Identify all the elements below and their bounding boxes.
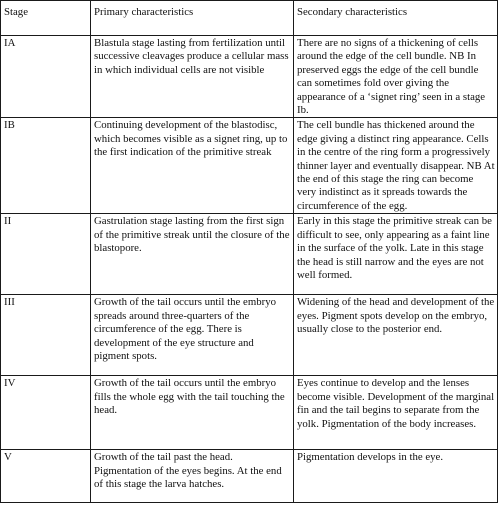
column-header-stage: Stage (1, 1, 91, 36)
table-row (1, 118, 498, 214)
stage-cell: II (1, 214, 91, 295)
table-row (1, 376, 498, 450)
column-header-secondary: Secondary characteristics (294, 1, 498, 36)
table-row (1, 36, 498, 118)
stage-cell: IA (1, 36, 91, 118)
stage-cell: IV (1, 376, 91, 450)
primary-characteristics-cell: Growth of the tail occurs until the embryo spreads around three-quarters of the circumference of the egg. There is development of the eye structure and pigment spots. (91, 295, 294, 376)
primary-characteristics-cell: Growth of the tail past the head. Pigmentation of the eyes begins. At the end of this stage the larva hatches. (91, 450, 294, 503)
secondary-characteristics-cell: Pigmentation develops in the eye. (294, 450, 498, 503)
primary-characteristics-cell: Continuing development of the blastodisc, which becomes visible as a signet ring, up to the first indication of the primitive streak (91, 118, 294, 214)
stage-cell: IB (1, 118, 91, 214)
stage-cell: V (1, 450, 91, 503)
primary-characteristics-cell: Growth of the tail occurs until the embryo fills the whole egg with the tail touching the head. (91, 376, 294, 450)
primary-characteristics-cell: Blastula stage lasting from fertilization until successive cleavages produce a cellular mass in which individual cells are not visible (91, 36, 294, 118)
secondary-characteristics-cell: Widening of the head and development of the eyes. Pigment spots develop on the embryo, usually close to the posterior end. (294, 295, 498, 376)
secondary-characteristics-cell: Eyes continue to develop and the lenses become visible. Development of the marginal fin and the tail begins to separate from the yolk. Pigmentation of the body increases. (294, 376, 498, 450)
table-row (1, 214, 498, 295)
table-row (1, 295, 498, 376)
stage-cell: III (1, 295, 91, 376)
header-row (1, 1, 498, 36)
secondary-characteristics-cell: The cell bundle has thickened around the edge giving a distinct ring appearance. Cells in the centre of the ring form a progressively thinner layer and eventually disappear. NB At the end of this stage the ring can become very indistinct as it spreads towards the circumference of the egg. (294, 118, 498, 214)
primary-characteristics-cell: Gastrulation stage lasting from the first sign of the primitive streak until the closure of the blastopore. (91, 214, 294, 295)
secondary-characteristics-cell: There are no signs of a thickening of cells around the edge of the cell bundle. NB In preserved eggs the edge of the cell bundle can sometimes fold over giving the appearance of a ‘signet ring’ seen in a stage Ib. (294, 36, 498, 118)
secondary-characteristics-cell: Early in this stage the primitive streak can be difficult to see, only appearing as a faint line in the surface of the yolk. Late in this stage the head is still narrow and the eyes are not well formed. (294, 214, 498, 295)
table-row (1, 450, 498, 503)
column-header-primary: Primary characteristics (91, 1, 294, 36)
